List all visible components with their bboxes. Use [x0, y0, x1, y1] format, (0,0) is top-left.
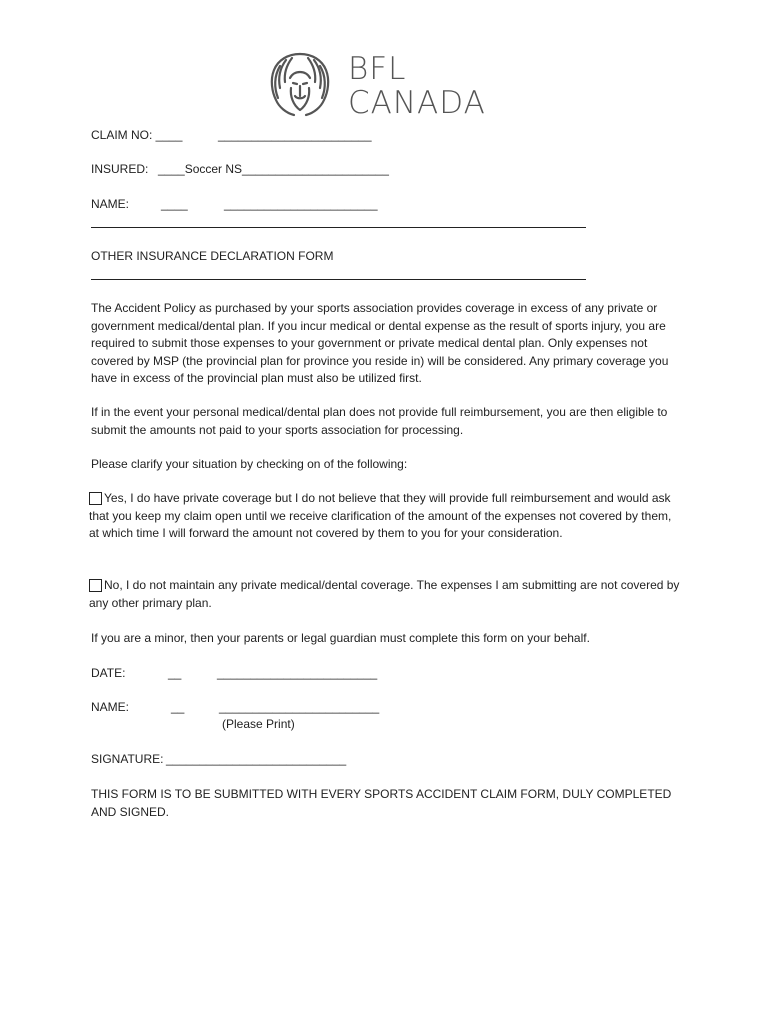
option-no-text: No, I do not maintain any private medical/dental coverage. The expenses I am submitting are not covered by any other primary plan. — [89, 578, 680, 610]
divider-top — [91, 227, 586, 228]
yes-checkbox[interactable] — [89, 492, 102, 505]
policy-paragraph: The Accident Policy as purchased by your sports association provides coverage in excess of any private or government medical/dental plan. If you incur medical or dental expense as the result of sports injury, you are required to submit those expenses to your government or private medical dental plan. Only expenses not covered by MSP (the provincial plan for province you reside in) will be considered. Any primary coverage you have in excess of the provincial plan must also be utilized first. — [91, 301, 669, 385]
option-yes-text: Yes, I do have private coverage but I do not believe that they will provide full reimbursement and would ask that you keep my claim open until we receive clarification of the amount of the expenses not covered by them, at which time I will forward the amount not covered by them to you for your consideration. — [89, 491, 672, 540]
form-title: OTHER INSURANCE DECLARATION FORM — [91, 249, 334, 263]
print-name-label: NAME: — [91, 700, 130, 714]
insured-field[interactable]: ____Soccer NS______________________ — [158, 162, 389, 176]
divider-bottom — [91, 279, 586, 280]
lion-head-icon — [266, 50, 334, 118]
logo-text-bfl: BFL — [348, 51, 407, 87]
reimbursement-paragraph: If in the event your personal medical/dental plan does not provide full reimbursement, you are then eligible to submit the amounts not paid to your sports association for processing. — [91, 405, 668, 437]
no-checkbox[interactable] — [89, 579, 102, 592]
name-prefix: ____ — [161, 197, 188, 211]
print-name-prefix: __ — [171, 700, 185, 714]
date-label: DATE: — [91, 666, 126, 680]
name-field[interactable]: _______________________ — [224, 197, 378, 211]
instruction-paragraph: Please clarify your situation by checking on of the following: — [91, 457, 408, 471]
company-logo — [266, 50, 506, 120]
option-yes — [89, 490, 683, 543]
date-field[interactable]: ________________________ — [217, 666, 378, 680]
name-label: NAME: — [91, 197, 130, 211]
claim-no-field[interactable]: _______________________ — [218, 128, 372, 142]
claim-no-label: CLAIM NO: ____ — [91, 128, 183, 142]
submission-note: THIS FORM IS TO BE SUBMITTED WITH EVERY SPORTS ACCIDENT CLAIM FORM, DULY COMPLETED AND SIGNED. — [91, 787, 672, 819]
option-no — [89, 577, 683, 612]
signature-field[interactable]: ___________________________ — [166, 752, 347, 766]
logo-text-canada: CANADA — [348, 85, 486, 121]
minor-paragraph: If you are a minor, then your parents or legal guardian must complete this form on your behalf. — [91, 631, 590, 645]
print-name-hint: (Please Print) — [222, 717, 295, 731]
date-prefix: __ — [168, 666, 182, 680]
insured-label: INSURED: — [91, 162, 149, 176]
print-name-field[interactable]: ________________________ — [219, 700, 380, 714]
signature-label: SIGNATURE: — [91, 752, 164, 766]
